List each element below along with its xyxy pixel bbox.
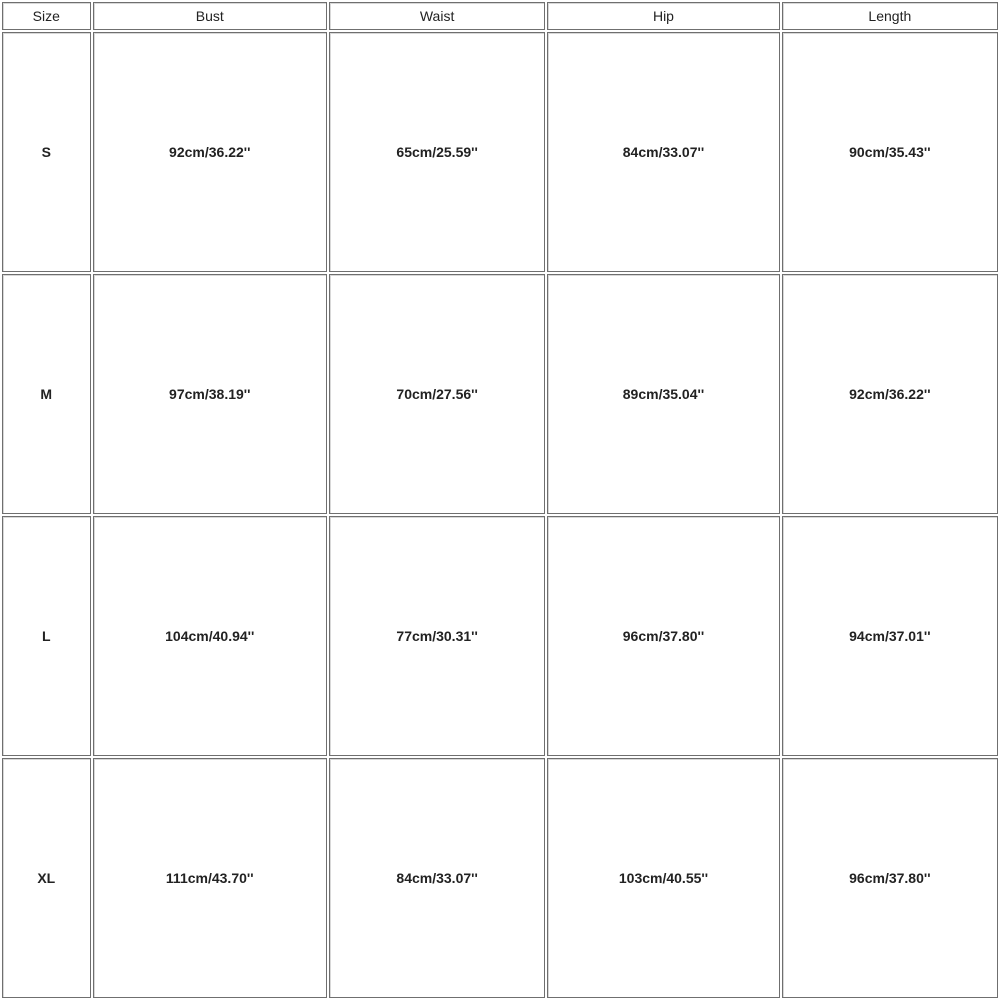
- table-row: [2, 758, 998, 998]
- hip-cell: 84cm/33.07'': [547, 32, 779, 272]
- header-length: Length: [782, 2, 998, 30]
- bust-cell: 92cm/36.22'': [93, 32, 327, 272]
- header-hip: Hip: [547, 2, 779, 30]
- length-cell: 94cm/37.01'': [782, 516, 998, 756]
- bust-cell: 97cm/38.19'': [93, 274, 327, 514]
- length-cell: 92cm/36.22'': [782, 274, 998, 514]
- header-size: Size: [2, 2, 91, 30]
- size-cell: XL: [2, 758, 91, 998]
- length-cell: 90cm/35.43'': [782, 32, 998, 272]
- header-bust: Bust: [93, 2, 327, 30]
- waist-cell: 70cm/27.56'': [329, 274, 545, 514]
- table-row: [2, 516, 998, 756]
- header-waist: Waist: [329, 2, 545, 30]
- waist-cell: 65cm/25.59'': [329, 32, 545, 272]
- bust-cell: 104cm/40.94'': [93, 516, 327, 756]
- table-row: [2, 274, 998, 514]
- size-cell: M: [2, 274, 91, 514]
- waist-cell: 77cm/30.31'': [329, 516, 545, 756]
- hip-cell: 89cm/35.04'': [547, 274, 779, 514]
- hip-cell: 103cm/40.55'': [547, 758, 779, 998]
- size-cell: L: [2, 516, 91, 756]
- hip-cell: 96cm/37.80'': [547, 516, 779, 756]
- size-cell: S: [2, 32, 91, 272]
- waist-cell: 84cm/33.07'': [329, 758, 545, 998]
- table-row: [2, 32, 998, 272]
- bust-cell: 111cm/43.70'': [93, 758, 327, 998]
- header-row: [2, 2, 998, 30]
- length-cell: 96cm/37.80'': [782, 758, 998, 998]
